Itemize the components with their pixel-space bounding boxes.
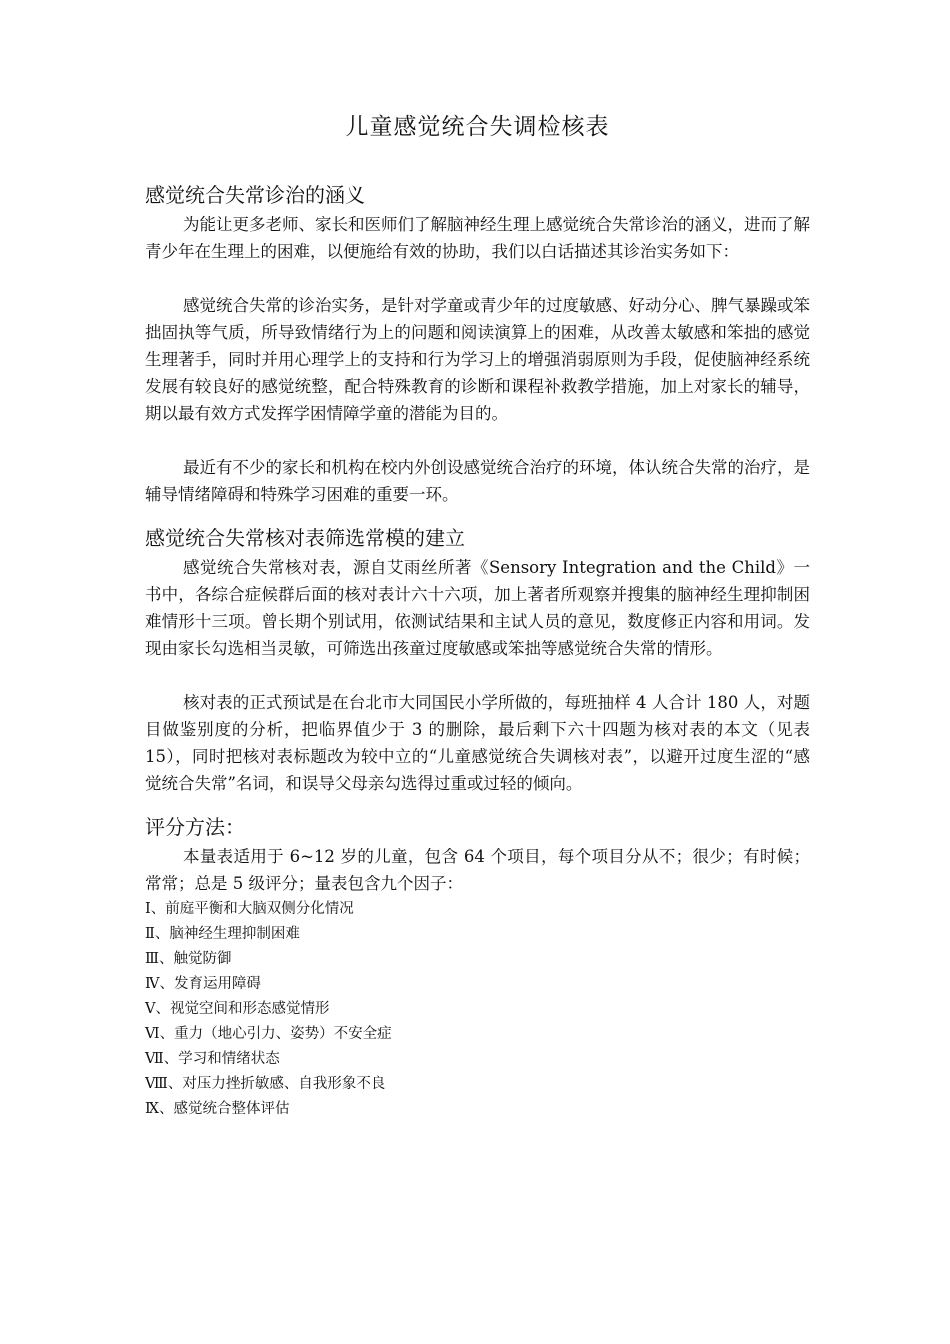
list-item: Ⅸ、感觉统合整体评估: [145, 1101, 290, 1117]
paragraph-gap: [145, 427, 810, 454]
list-item: Ⅲ、触觉防御: [145, 951, 232, 967]
section-heading-norm: 感觉统合失常核对表筛选常模的建立: [145, 526, 465, 550]
list-item: Ⅱ、脑神经生理抑制困难: [145, 926, 300, 942]
paragraph: 为能让更多老师、家长和医师们了解脑神经生理上感觉统合失常诊治的涵义，进而了解青少年在生理上的困难，以便施给有效的协助，我们以白话描述其诊治实务如下：: [145, 215, 810, 261]
list-item: Ⅳ、发育运用障碍: [145, 976, 261, 992]
paragraph: 最近有不少的家长和机构在校内外创设感觉统合治疗的环境，体认统合失常的治疗，是辅导情绪障碍和特殊学习困难的重要一环。: [145, 458, 810, 504]
paragraph-gap: [145, 265, 810, 292]
paragraph: 核对表的正式预试是在台北市大同国民小学所做的，每班抽样 4 人合计 180 人，对题目做鉴别度的分析，把临界值少于 3 的删除，最后剩下六十四题为核对表的本文（见表 15），同时把核对表标题改为较中立的“儿童感觉统合失调核对表”，以避开过度生涩的“感觉统合失常”名词，和误导父母亲勾选得过重或过轻的倾向。: [145, 693, 810, 793]
section-gap: [145, 797, 810, 813]
section-heading-meaning: 感觉统合失常诊治的涵义: [145, 183, 365, 207]
section-heading-scoring: 评分方法：: [145, 815, 245, 839]
factor-list: [145, 897, 810, 1122]
document-page: [145, 108, 810, 1122]
list-item: Ⅰ、前庭平衡和大脑双侧分化情况: [145, 901, 354, 917]
section-gap: [145, 508, 810, 524]
list-item: Ⅷ、对压力挫折敏感、自我形象不良: [145, 1076, 386, 1092]
list-item: Ⅶ、学习和情绪状态: [145, 1051, 280, 1067]
list-item: Ⅵ、重力（地心引力、姿势）不安全症: [145, 1026, 392, 1042]
document-title: 儿童感觉统合失调检核表: [345, 114, 610, 140]
paragraph: 感觉统合失常的诊治实务，是针对学童或青少年的过度敏感、好动分心、脾气暴躁或笨拙固执等气质，所导致情绪行为上的问题和阅读演算上的困难，从改善太敏感和笨拙的感觉生理著手，同时并用心理学上的支持和行为学习上的增强消弱原则为手段，促使脑神经系统发展有较良好的感觉统整，配合特殊教育的诊断和课程补救教学措施，加上对家长的辅导，期以最有效方式发挥学困情障学童的潜能为目的。: [145, 296, 810, 423]
list-item: Ⅴ、视觉空间和形态感觉情形: [145, 1001, 330, 1017]
paragraph: 感觉统合失常核对表，源自艾雨丝所著《Sensory Integration and the Child》一书中，各综合症候群后面的核对表计六十六项，加上著者所观察并搜集的脑神经生理抑制困难情形十三项。曾长期个别试用，依测试结果和主试人员的意见，数度修正内容和用词。发现由家长勾选相当灵敏，可筛选出孩童过度敏感或笨拙等感觉统合失常的情形。: [145, 558, 810, 658]
paragraph-gap: [145, 662, 810, 689]
paragraph: 本量表适用于 6~12 岁的儿童，包含 64 个项目，每个项目分从不；很少；有时候；常常；总是 5 级评分；量表包含九个因子：: [145, 847, 810, 893]
